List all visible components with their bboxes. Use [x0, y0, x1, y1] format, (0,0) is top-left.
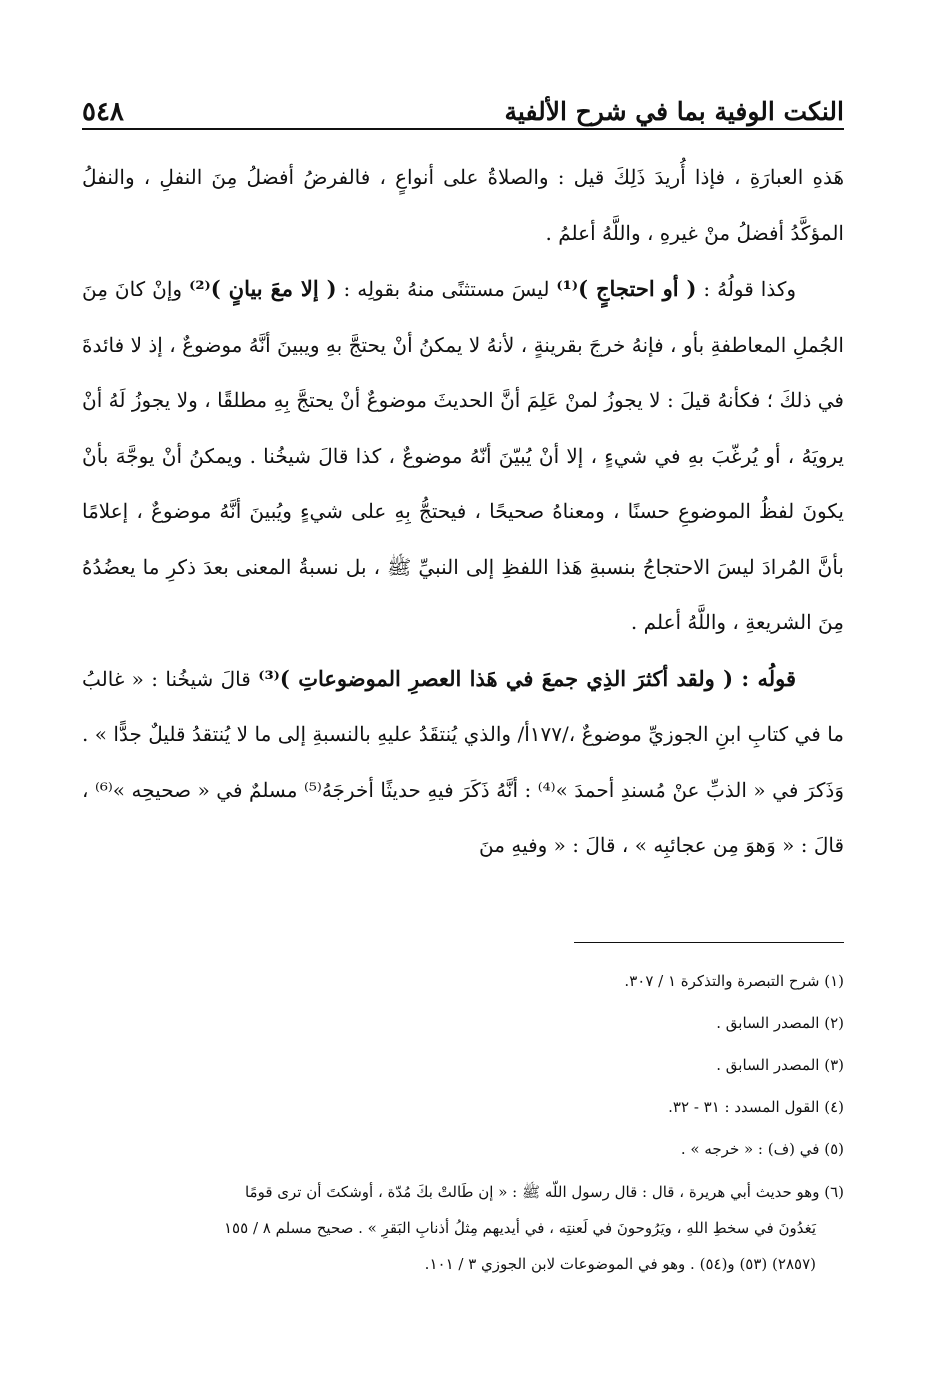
footnotes — [82, 960, 844, 1282]
paragraph-3 — [82, 651, 844, 874]
paragraph-2-intro: وكذا قولُهُ : — [696, 277, 797, 301]
footnote-2: (٢) المصدر السابق . — [716, 1014, 844, 1032]
footnote-5: (٥) في (ف) : « خرجه » . — [680, 1140, 844, 1158]
footnote-6-line-1: (٦) وهو حديث أبي هريرة ، قال : قال رسول اللّه ﷺ : « إن طَالتْ بكَ مُدّة ، أوشكتَ أن ترى قومًا — [244, 1183, 844, 1201]
paragraph-3-rest: قالَ شيخُنا : « غالبُ ما في كتابِ ابنِ الجوزيِّ موضوعٌ ،/١٧٧أ/ والذي يُنتقَدُ عليهِ بالنسبةِ إلى ما لا يُنتقدُ قليلٌ جدًّا » . وَذَكرَ في « الذبِّ عنْ مُسندِ أحمدَ »⁽⁴⁾ : أنَّهُ ذَكَرَ فيهِ حديثًا أخرجَهُ⁽⁵⁾ مسلمٌ في « صحيحِه »⁽⁶⁾ ، قالَ : « وَهوَ مِن عجائبِه » ، قالَ : « وفيهِ منَ — [82, 666, 844, 857]
header-rule — [82, 128, 844, 130]
footnote-4: (٤) القول المسدد : ٣١ - ٣٢. — [668, 1098, 844, 1116]
quote-mawduat: ( ولقد أكثرَ الذِي جمعَ في هَذا العصرِ الموضوعاتِ )⁽³⁾ — [258, 665, 734, 691]
paragraph-3-lead: قولُه : — [733, 665, 796, 691]
page-number: ٥٤٨ — [82, 97, 124, 127]
paragraph-2-rest: وإنْ كانَ مِنَ الجُملِ المعاطفةِ بأو ، فإنهُ خرجَ بقرينةٍ ، لأنهُ لا يمكنُ أنْ يحتجَّ بهِ ويبينَ أنَّهُ موضوعٌ ، إذ لا فائدةَ في ذلكَ ؛ فكأنهُ قيلَ : لا يجوزُ لمنْ عَلِمَ أنَّ الحديثَ موضوعٌ أنْ يحتجَّ بِهِ مطلقًا ، ولا يجوزُ لَهُ أنْ يرويَهُ ، أو يُرغّبَ بهِ في شيءٍ ، إلا أنْ يُبيّنَ أنّهُ موضوعٌ ، كذا قالَ شيخُنا . ويمكنُ أنْ يوجَّهَ بأنْ يكونَ لفظُ الموضوعِ حسنًا ، ومعناهُ صحيحًا ، فيحتجُّ بِهِ على شيءٍ ويُبينَ أنَّهُ موضوعٌ ، إعلامًا بأنَّ المُرادَ ليسَ الاحتجاجُ بنسبةِ هَذا اللفظِ إلى النبيِّ ﷺ ، بل نسبةُ المعنى بعدَ ذكرِ ما يعضُدُهُ مِنَ الشريعةِ ، واللَّهُ أعلم . — [82, 277, 844, 634]
footnote-6-line-3: (٢٨٥٧) (٥٣) و(٥٤) . وهو في الموضوعات لابن الجوزي ٣ / ١٠١. — [424, 1255, 816, 1273]
quote-ihtijaj: ( أو احتجاجٍ )⁽¹⁾ — [556, 276, 697, 301]
page-header — [82, 80, 844, 128]
footnote-6-line-2: يَغدُونَ في سخطِ اللهِ ، ويَرُوحونَ في لَعنتِه ، في أيديهم مِثلُ أذنابِ البَقرِ » . صحيح مسلم ٨ / ١٥٥ — [224, 1219, 816, 1237]
paragraph-2-mid: ليسَ مستثنًى منهُ بقولِه : — [336, 277, 557, 301]
paragraph-1: هَذهِ العبارَةِ ، فإذا أُريدَ ذَلِكَ قيل : والصلاةُ على أنواعٍ ، فالفرضُ أفضلُ مِنَ النفلِ ، والنفلُ المؤكَّدُ أفضلُ منْ غيرهِ ، واللَّهُ أعلمُ . — [82, 165, 844, 245]
footnote-rule — [574, 942, 844, 943]
paragraph-2 — [82, 261, 844, 651]
footnote-1: (١) شرح التبصرة والتذكرة ١ / ٣٠٧. — [624, 972, 844, 990]
footnote-3: (٣) المصدر السابق . — [716, 1056, 844, 1074]
quote-illa-maa-bayan: ( إلا معَ بيانٍ )⁽²⁾ — [189, 276, 337, 301]
main-text — [82, 150, 844, 874]
running-title: النكت الوفية بما في شرح الألفية — [504, 97, 844, 126]
footnote-6 — [82, 1170, 844, 1282]
